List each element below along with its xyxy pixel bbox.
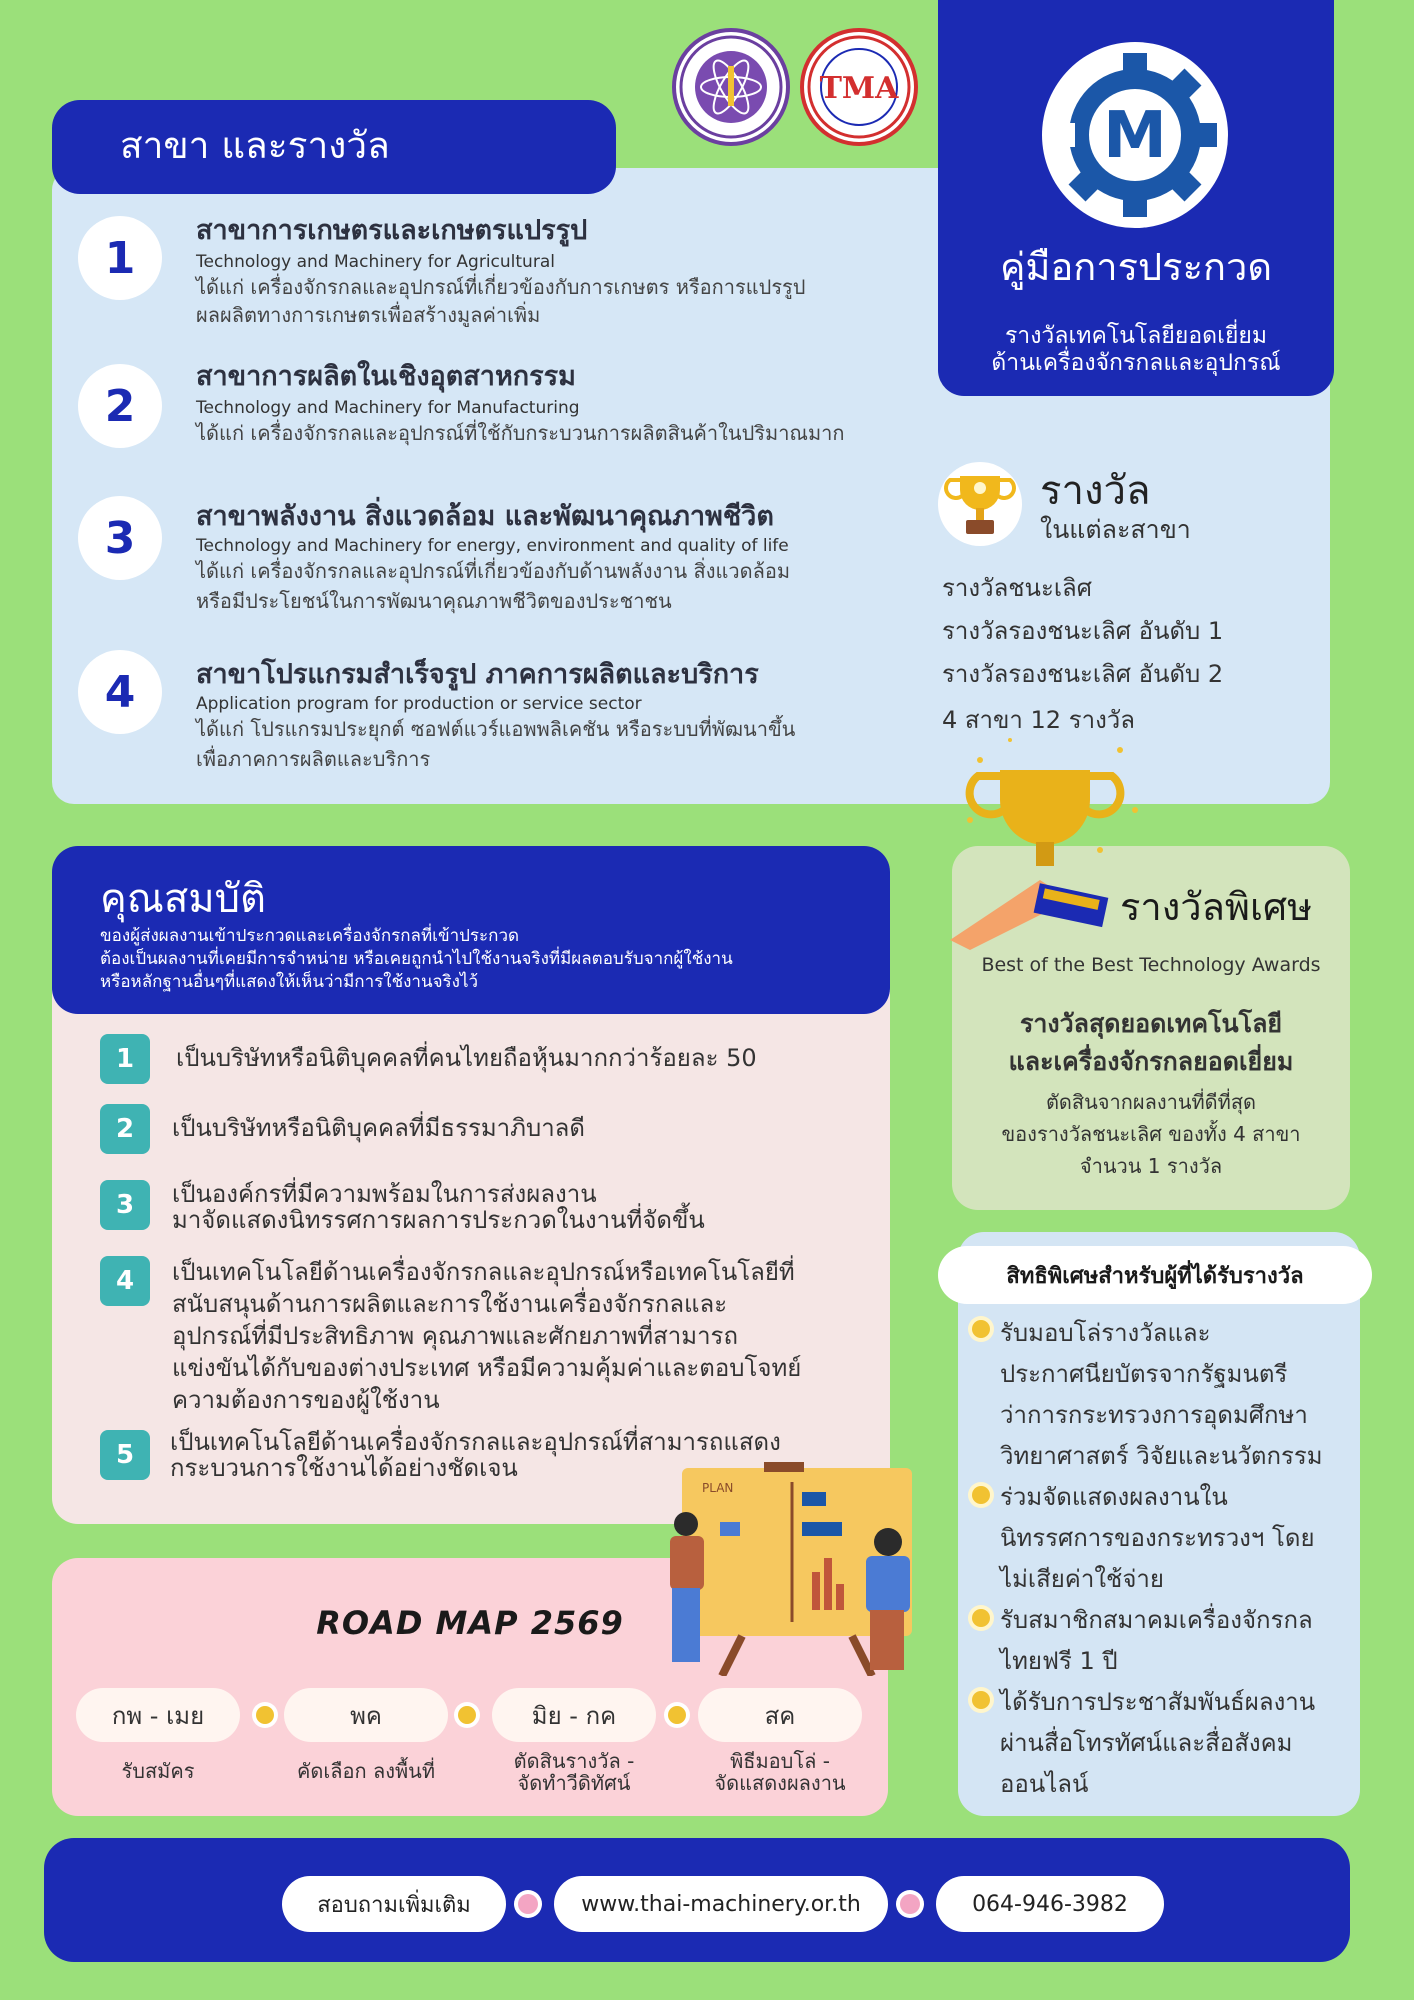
category-title-1: สาขาการเกษตรและเกษตรแปรรูป: [196, 215, 588, 246]
privileges-title: สิทธิพิเศษสำหรับผู้ที่ได้รับรางวัล: [938, 1246, 1372, 1304]
privilege-line: นิทรรศการของกระทรวงฯ โดย: [1000, 1524, 1315, 1552]
category-en-4: Application program for production or service sector: [196, 694, 642, 714]
award-total: 4 สาขา 12 รางวัล: [942, 706, 1135, 734]
qualification-2-line: เป็นบริษัทหรือนิติบุคคลที่มีธรรมาภิบาลดี: [172, 1114, 585, 1142]
category-en-2: Technology and Machinery for Manufacturing: [196, 398, 580, 418]
category-title-3: สาขาพลังงาน สิ่งแวดล้อม และพัฒนาคุณภาพชีวิต: [196, 501, 774, 532]
roadmap-step-1-desc: รับสมัคร: [121, 1759, 195, 1783]
special-award-desc-1: ตัดสินจากผลงานที่ดีที่สุด: [1045, 1090, 1257, 1114]
category-desc-3a: ได้แก่ เครื่องจักรกลและอุปกรณ์ที่เกี่ยวข้องกับด้านพลังงาน สิ่งแวดล้อม: [196, 559, 791, 583]
category-number-1: 1: [78, 216, 162, 300]
roadmap-title: ROAD MAP 2569: [316, 1604, 624, 1642]
privilege-line: ประกาศนียบัตรจากรัฐมนตรี: [1000, 1360, 1288, 1388]
roadmap-period-1: กพ - เมย: [76, 1688, 240, 1742]
qualifications-title: คุณสมบัติ: [100, 876, 267, 922]
qualification-3-line: เป็นองค์กรที่มีความพร้อมในการส่งผลงาน: [172, 1180, 597, 1208]
ministry-emblem-icon: [676, 32, 786, 142]
tma-logo: [800, 28, 918, 146]
privilege-line: ผ่านสื่อโทรทัศน์และสื่อสังคม: [1000, 1729, 1293, 1757]
gear-m-icon: [1042, 42, 1228, 228]
phone-number[interactable]: 064-946-3982: [936, 1876, 1164, 1932]
manual-subtitle-2: ด้านเครื่องจักรกลและอุปกรณ์: [991, 350, 1281, 376]
category-desc-4b: เพื่อภาคการผลิตและบริการ: [196, 747, 431, 771]
award-winner: รางวัลชนะเลิศ: [942, 574, 1092, 602]
qualification-number-5: 5: [100, 1430, 150, 1480]
bullet-icon: [972, 1691, 990, 1709]
award-runner-up-1: รางวัลรองชนะเลิศ อันดับ 1: [942, 617, 1224, 645]
board-plan-label: PLAN: [702, 1481, 734, 1495]
award-runner-up-2: รางวัลรองชนะเลิศ อันดับ 2: [942, 660, 1224, 688]
qualification-5-line: เป็นเทคโนโลยีด้านเครื่องจักรกลและอุปกรณ์ที่สามารถแสดง: [170, 1428, 781, 1456]
privilege-line: ออนไลน์: [1000, 1770, 1089, 1798]
category-title-4: สาขาโปรแกรมสำเร็จรูป ภาคการผลิตและบริการ: [196, 659, 759, 690]
qualification-4-line: แข่งขันได้กับของต่างประเทศ หรือมีความคุ้มค่าและตอบโจทย์: [172, 1354, 802, 1382]
bullet-icon: [972, 1320, 990, 1338]
planning-people-illustration: [652, 1462, 942, 1676]
qualifications-sub-2: ต้องเป็นผลงานที่เคยมีการจำหน่าย หรือเคยถูกนำไปใช้งานจริงที่มีผลตอบรับจากผู้ใช้งาน: [100, 949, 733, 969]
flower-icon: [518, 1894, 538, 1914]
flower-icon: [900, 1894, 920, 1914]
privilege-line: ว่าการกระทรวงการอุดมศึกษา: [1000, 1401, 1308, 1429]
special-award-desc-3: จำนวน 1 รางวัล: [1079, 1154, 1223, 1178]
roadmap-period-3: มิย - กค: [492, 1688, 656, 1742]
qualification-number-1: 1: [100, 1034, 150, 1084]
special-award-desc-2: ของรางวัลชนะเลิศ ของทั้ง 4 สาขา: [1001, 1122, 1301, 1146]
roadmap-step-3-desc-2: จัดทำวีดิทัศน์: [517, 1771, 631, 1795]
ministry-logo: [672, 28, 790, 146]
qualification-1-line: เป็นบริษัทหรือนิติบุคคลที่คนไทยถือหุ้นมากกว่าร้อยละ 50: [176, 1044, 757, 1072]
qualification-number-4: 4: [100, 1256, 150, 1306]
special-award-name-1: รางวัลสุดยอดเทคโนโลยี: [1019, 1009, 1283, 1038]
bullet-icon: [972, 1486, 990, 1504]
privilege-line: วิทยาศาสตร์ วิจัยและนวัตกรรม: [1000, 1442, 1323, 1470]
contact-label: สอบถามเพิ่มเติม: [282, 1876, 506, 1932]
flower-icon: [256, 1706, 274, 1724]
qualification-4-line: เป็นเทคโนโลยีด้านเครื่องจักรกลและอุปกรณ์หรือเทคโนโลยีที่: [172, 1258, 795, 1286]
qualification-4-line: ความต้องการของผู้ใช้งาน: [172, 1386, 440, 1414]
manual-subtitle-1: รางวัลเทคโนโลยียอดเยี่ยม: [1004, 323, 1268, 349]
special-award-title: รางวัลพิเศษ: [1120, 885, 1313, 929]
qualifications-sub-1: ของผู้ส่งผลงานเข้าประกวดและเครื่องจักรกลที่เข้าประกวด: [100, 926, 520, 946]
awards-subtitle: ในแต่ละสาขา: [1040, 515, 1191, 544]
trophy-badge: [938, 462, 1022, 546]
category-number-2: 2: [78, 364, 162, 448]
category-en-3: Technology and Machinery for energy, environment and quality of life: [196, 536, 789, 556]
category-desc-4a: ได้แก่ โปรแกรมประยุกต์ ซอฟต์แวร์แอพพลิเคชัน หรือระบบที่พัฒนาขึ้น: [196, 717, 796, 741]
qualification-4-line: สนับสนุนด้านการผลิตและการใช้งานเครื่องจักรกลและ: [172, 1290, 728, 1318]
category-en-1: Technology and Machinery for Agricultural: [196, 252, 555, 272]
category-number-3: 3: [78, 496, 162, 580]
privilege-line: รับสมาชิกสมาคมเครื่องจักรกล: [1000, 1606, 1313, 1634]
qualifications-sub-3: หรือหลักฐานอื่นๆที่แสดงให้เห็นว่ามีการใช้งานจริงไว้: [100, 972, 479, 992]
roadmap-step-2-desc: คัดเลือก ลงพื้นที่: [297, 1759, 435, 1783]
flower-icon: [668, 1706, 686, 1724]
bullet-icon: [972, 1609, 990, 1627]
roadmap-period-2: พค: [284, 1688, 448, 1742]
qualification-3-line: มาจัดแสดงนิทรรศการผลการประกวดในงานที่จัดขึ้น: [172, 1206, 705, 1234]
qualification-5-line: กระบวนการใช้งานได้อย่างชัดเจน: [170, 1454, 518, 1482]
category-desc-1a: ได้แก่ เครื่องจักรกลและอุปกรณ์ที่เกี่ยวข้องกับการเกษตร หรือการแปรรูป: [196, 275, 806, 299]
website-link[interactable]: www.thai-machinery.or.th: [554, 1876, 888, 1932]
roadmap-step-4-desc-1: พิธีมอบโล่ -: [730, 1749, 830, 1773]
privilege-line: ร่วมจัดแสดงผลงานใน: [1000, 1483, 1228, 1511]
category-number-4: 4: [78, 650, 162, 734]
award-logo: [1042, 42, 1228, 228]
privilege-line: ได้รับการประชาสัมพันธ์ผลงาน: [1000, 1688, 1316, 1716]
qualification-number-3: 3: [100, 1180, 150, 1230]
qualification-number-2: 2: [100, 1104, 150, 1154]
qualification-4-line: อุปกรณ์ที่มีประสิทธิภาพ คุณภาพและศักยภาพที่สามารถ: [172, 1322, 738, 1350]
special-award-name-2: และเครื่องจักรกลยอดเยี่ยม: [1008, 1047, 1294, 1076]
privilege-line: ไม่เสียค่าใช้จ่าย: [1000, 1565, 1164, 1593]
flower-icon: [458, 1706, 476, 1724]
roadmap-step-4-desc-2: จัดแสดงผลงาน: [714, 1771, 846, 1795]
privilege-line: รับมอบโล่รางวัลและ: [1000, 1319, 1211, 1347]
awards-title: รางวัล: [1040, 468, 1151, 514]
category-title-2: สาขาการผลิตในเชิงอุตสาหกรรม: [196, 361, 576, 392]
category-desc-3b: หรือมีประโยชน์ในการพัฒนาคุณภาพชีวิตของประชาชน: [196, 589, 672, 613]
categories-title: สาขา และรางวัล: [120, 124, 390, 167]
roadmap-period-4: สค: [698, 1688, 862, 1742]
category-desc-1b: ผลผลิตทางการเกษตรเพื่อสร้างมูลค่าเพิ่ม: [196, 303, 541, 327]
privilege-line: ไทยฟรี 1 ปี: [1000, 1647, 1118, 1675]
category-desc-2a: ได้แก่ เครื่องจักรกลและอุปกรณ์ที่ใช้กับกระบวนการผลิตสินค้าในปริมาณมาก: [196, 421, 845, 445]
roadmap-step-3-desc-1: ตัดสินรางวัล -: [513, 1749, 635, 1773]
logo-letter: M: [1103, 99, 1167, 173]
trophy-icon: [938, 462, 1022, 546]
special-award-en: Best of the Best Technology Awards: [981, 954, 1321, 976]
manual-title: คู่มือการประกวด: [999, 245, 1272, 289]
tma-logo-text: TMA: [819, 71, 899, 106]
tma-emblem-icon: [804, 32, 914, 142]
